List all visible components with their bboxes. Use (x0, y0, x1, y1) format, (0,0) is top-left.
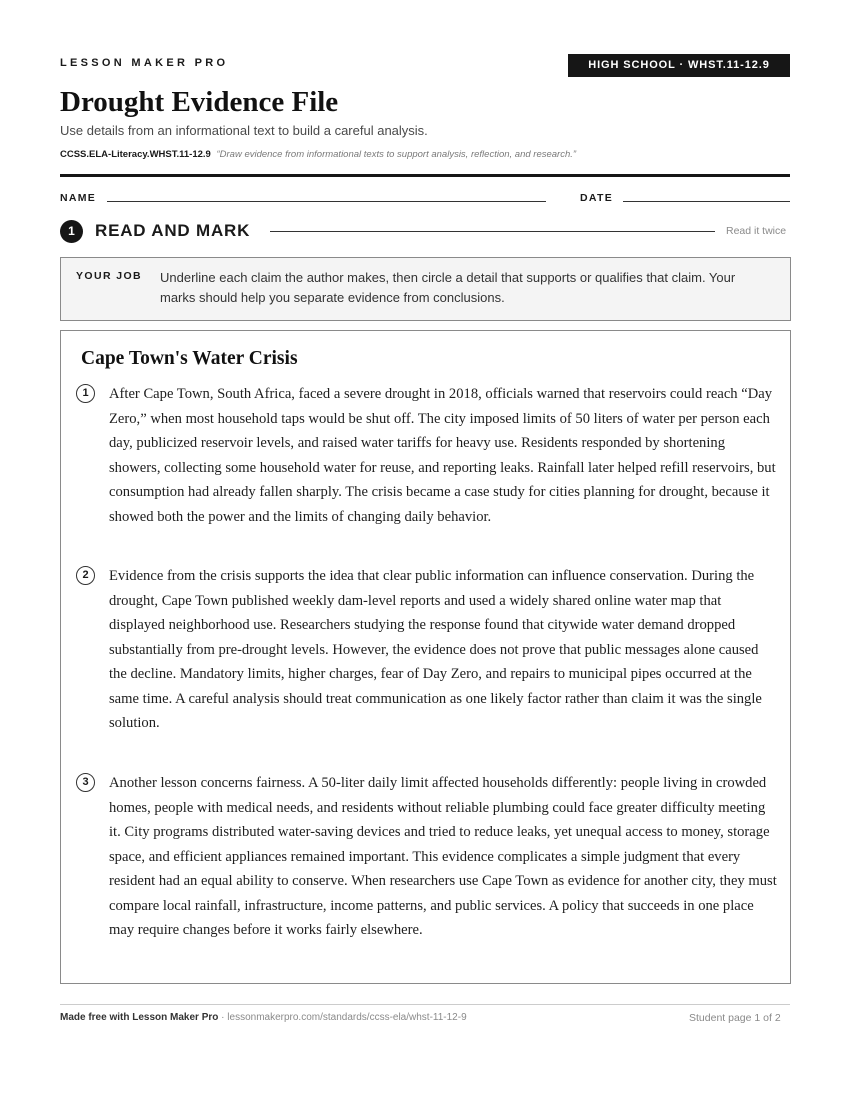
paragraph-1: After Cape Town, South Africa, faced a severe drought in 2018, officials warned that reservoirs could reach “Day Zero,” when most household taps would be shut off. The city imposed limits of 50 liters of water per person each day, publicized reservoir levels, and raised water tariffs for heavy use. Residents responded by shortening showers, collecting some household water for reuse, and reporting leaks. Rainfall later helped refill reservoirs, but consumption had already fallen sharply. The crisis became a case study for cities planning for drought, because it showed both the power and the limits of changing daily behavior. (109, 386, 776, 525)
footer-separator: · (218, 1012, 228, 1023)
name-field[interactable] (107, 201, 546, 202)
page-title: Drought Evidence File (60, 86, 339, 118)
page-indicator: Student page 1 of 2 (689, 1012, 781, 1024)
paragraph-3: Another lesson concerns fairness. A 50-liter daily limit affected households differently: people living in crowded homes, people with medical needs, and residents without reliable plumbing could face greater difficulty meeting it. City programs distributed water-saving devices and tried to reduce leaks, yet unequal access to money, storage space, and efficient appliances remained important. This evidence complicates a simple judgment that every resident had an equal ability to conserve. When researchers use Cape Town as evidence for another city, they must compare local rainfall, infrastructure, income patterns, and public services. A policy that succeeds in one place may require changes before it works fairly elsewhere. (109, 775, 777, 938)
instructions-text: Underline each claim the author makes, then circle a detail that supports or qualifies that claim. Your marks should help you separate evidence from conclusions. (160, 270, 736, 305)
brand-name: LESSON MAKER PRO (60, 57, 229, 69)
step-divider (270, 231, 715, 232)
step-number-badge: 1 (60, 220, 83, 243)
header-divider (60, 174, 790, 177)
page-subtitle: Use details from an informational text to build a careful analysis. (60, 123, 428, 138)
grade-standard-badge: HIGH SCHOOL · WHST.11-12.9 (568, 54, 790, 77)
step-title: READ AND MARK (95, 221, 251, 240)
date-label: DATE (580, 192, 614, 204)
paragraph-2: Evidence from the crisis supports the idea that clear public information can influence conservation. During the drought, Cape Town published weekly dam-level reports and used a widely shared online water map that displayed neighborhood use. Researchers studying the response found that citywide water demand dropped substantially from pre-drought levels. However, the evidence does not prove that public messages alone caused the decline. Mandatory limits, higher charges, fear of Day Zero, and repairs to municipal pipes occurred at the same time. A careful analysis should treat communication as one likely factor rather than claim it was the single solution. (109, 568, 762, 731)
step-hint: Read it twice (726, 225, 787, 237)
standard-reference (60, 149, 576, 160)
instructions-box (60, 257, 791, 321)
paragraph-number-2: 2 (76, 566, 95, 585)
paragraph-number-1: 1 (76, 384, 95, 403)
footer-made-with: Made free with Lesson Maker Pro (60, 1012, 219, 1023)
date-field[interactable] (623, 201, 790, 202)
paragraph-number-3: 3 (76, 773, 95, 792)
passage-title: Cape Town's Water Crisis (81, 348, 298, 369)
footer-divider (60, 1004, 790, 1005)
footer-url[interactable]: lessonmakerpro.com/standards/ccss-ela/whst-11-12-9 (227, 1012, 467, 1023)
name-label: NAME (60, 192, 97, 204)
instructions-label: YOUR JOB (76, 270, 143, 282)
reading-passage (60, 330, 791, 984)
footer-credit (60, 1012, 467, 1023)
standard-quote: “Draw evidence from informational texts to support analysis, reflection, and research.” (216, 149, 577, 160)
standard-code: CCSS.ELA-Literacy.WHST.11-12.9 (60, 149, 211, 160)
